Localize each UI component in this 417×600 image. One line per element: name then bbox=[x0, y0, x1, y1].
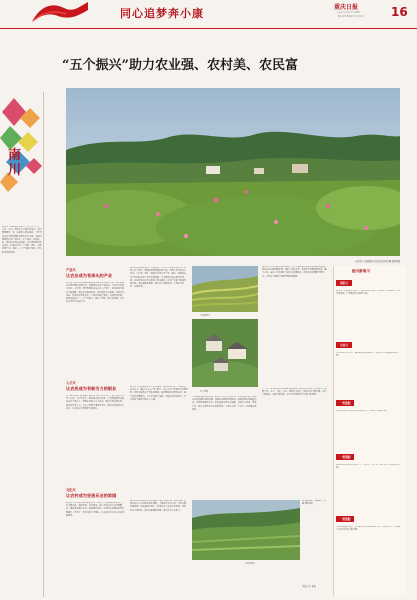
photo-caption-2: 山王坪镇 bbox=[200, 391, 209, 393]
section-3-body: 南川区坚持物质文明和精神文明一起抓，持续推进移风易俗，培育文明乡风、良好家风、淳朴民风。深入开展农村人居环境整治，建设美丽宜居乡村，推进厕所革命、垃圾污水治理和村容村貌提升，打造了一批乡村振兴示范村，让农村成为安居乐业的美丽家园。 bbox=[66, 502, 125, 517]
sidebar-rule bbox=[43, 92, 44, 597]
section-1-subhead: 让农业成为有奔头的产业 bbox=[66, 273, 113, 278]
right-rail-text-3: 农村居民人均可支配收入稳步增长，增速高于城镇居民。 bbox=[336, 410, 388, 412]
col2-body-mid: 南川区大力推进农村人才队伍建设，深化校地合作，引进农业技术人才。通过“人才+产业”模式，让人才在产业发展中发挥作用。同时加强基层干部队伍建设，选优配强村党组织书记，提升基层治理能力，夯实乡村振兴基础，增强农村发展活力，为乡村振兴提供坚强人才支撑。 bbox=[130, 386, 188, 401]
photo-terraces bbox=[192, 266, 258, 312]
photo-village bbox=[192, 319, 258, 387]
photo-fields bbox=[192, 500, 300, 560]
header-info-1: 2020年12月17日 星期四 bbox=[337, 12, 360, 14]
right-rail-head-2: 生态兴 bbox=[336, 342, 352, 348]
right-rail-text-4: 特色效益农业规模持续扩大，中药材、方竹笋、茶叶等产业带动群众增收。 bbox=[336, 464, 401, 470]
section-3-kicker: 文化兴 bbox=[66, 488, 76, 492]
sidebar-label: 南川 bbox=[8, 148, 22, 178]
section-2-kicker: 人才兴 bbox=[66, 381, 76, 385]
photo-caption-1: 太平镇风光 bbox=[200, 315, 211, 317]
right-rail-head-4: 一组数据 bbox=[336, 454, 354, 460]
col3-body: 生态是南川最大的优势。南川区坚持走生态优先、绿色发展之路，统筹山水林田湖草系统治理，加强农业面源污染防治，推进化肥农药减量增效，发展绿色循环农业。依托金佛山等生态资源，发展生态旅游、康养产业，将生态优势转化为发展优势，实现生态美、产业兴、百姓富的有机统一。 bbox=[192, 396, 257, 411]
right-rail-text-1: 南川区全面推进乡村振兴，建成市级乡村振兴示范村，打造农业产业化示范基地，培育新型农业经营主体。 bbox=[336, 290, 401, 296]
header-rule bbox=[0, 28, 417, 29]
col2-body-top: 南川区积极推进农业产业化发展，培育壮大农业龙头企业、农民专业合作社、家庭农场等新型经营主体。目前全区已形成中药材、方竹笋、茶叶、特色水果等主导产业，建成一批现代农业产业园和农业产业化示范基地。产业发展带动农民持续增收，农村居民人均可支配收入稳步提高，乡村产业振兴取得显著成效。推动品牌化建设，提升农产品附加值，实现农业增效、农民增收。 bbox=[130, 267, 187, 289]
right-rail-title: 振兴新南川 bbox=[352, 269, 370, 273]
right-rail-head-1: 组织兴 bbox=[336, 280, 352, 286]
col2-body-bottom: 南川区深入挖掘传统文化资源，保护传统村落、民族村寨，加强农村公共文化服务体系建设，丰富群众文化生活。开展文明村镇创建，评选星级文明户，弘扬社会主义核心价值观，推动形成文明乡风，提高农民精神风貌，助力乡村文化振兴。 bbox=[130, 500, 187, 512]
brand-logo: 重庆日报 bbox=[334, 4, 359, 11]
right-rail-text-5: 乡村旅游蓬勃发展，接待游客人次和旅游综合收入实现双增长，农旅融合成为乡村振兴新引擎。 bbox=[336, 526, 401, 532]
main-photo bbox=[66, 88, 400, 256]
right-rail-head-5: 一组数据 bbox=[336, 516, 354, 522]
right-rail-text-2: 生态环境持续改善，森林覆盖率稳步提升，农村人居环境整治成效显著。 bbox=[336, 352, 399, 358]
section-3-subhead: 让农村成为安居乐业的家园 bbox=[66, 493, 117, 498]
byline: 本报记者 某某 bbox=[302, 585, 316, 588]
header-info-2: 责编 刘萍 美编 张兰 校对 刘伟 bbox=[337, 16, 365, 18]
col4-body-mid: 下一步，南川区将持续巩固拓展脱贫攻坚成果同乡村振兴有效衔接，聚焦产业、人才、文化、生态、组织五大振兴，推动农业全面升级、农村全面进步、农民全面发展，奋力谱写新时代乡村振兴新篇章。 bbox=[262, 388, 327, 397]
headline: “五个振兴”助力农业强、农村美、农民富 bbox=[62, 58, 298, 73]
section-2-body: 人才是乡村振兴的关键。南川区实施“引才回乡”工程，吸引外出务工人员、大学毕业生、退伍军人返乡创业，培育新型职业农民和农村实用人才，组建乡村振兴人才队伍。通过开展技能培训、创业扶持等方式，为人才搭建干事创业平台，激发乡村发展内生动力，让农民成为有吸引力的职业。 bbox=[66, 395, 125, 410]
sidebar-text: 南川区全面推进乡村振兴，在产业、人才、文化、生态、组织五个方面持续发力，乡村面貌焕然一新，农民收入稳步提高。全区坚持以农业供给侧结构性改革为主线，加快构建现代农业产业体系、生产体系、经营体系，推动农业高质量发展。大力发展特色效益农业，打造中药材、方竹笋、茶叶、古树茶等产业，促进一二三产业融合发展，带动群众增收致富。 bbox=[2, 226, 42, 254]
header-red-ribbon bbox=[30, 0, 90, 24]
right-rail-head-3: 一组数据 bbox=[336, 400, 354, 406]
col4-body-bottom: 群众获得感、幸福感、安全感不断增强。 bbox=[302, 500, 327, 506]
col4-body-top: 南川区坚持以党建引领乡村振兴，充分发挥农村基层党组织战斗堡垒作用和党员先锋模范作用。深化“三变”改革，发展壮大村级集体经济，健全自治、法治、德治相结合的乡村治理体系，推动乡村治理能力现代化，为乡村全面振兴提供坚强组织保障。 bbox=[262, 266, 327, 278]
main-photo-caption: 南川区大观镇原点地方观光园荷塘 摄/蒋丽 bbox=[355, 260, 400, 263]
photo-caption-3: 大观园景区 bbox=[245, 563, 256, 565]
section-1-kicker: 产业兴 bbox=[66, 268, 76, 272]
section-2-subhead: 让农民成为有吸引力的职业 bbox=[66, 386, 117, 391]
page-number: 16 bbox=[391, 5, 408, 19]
section-title: 同心追梦奔小康 bbox=[120, 7, 204, 20]
section-1-body: 近年来，南川区围绕建设国家级绿色农业示范区目标，深入推进农业供给侧结构性改革，构建现代农业产业体系。全区大力发展中药材、方竹笋、茶叶等特色效益农业，打造了一批有影响力的农产品品牌，推动农业提质增效。依托良好生态资源，发展乡村旅游、休闲农业等新业态，实现农旅融合发展，带动群众增收。同时加快农村一二三产业融合，延长产业链，提升价值链，让农业成为有奔头的产业。 bbox=[66, 282, 125, 304]
